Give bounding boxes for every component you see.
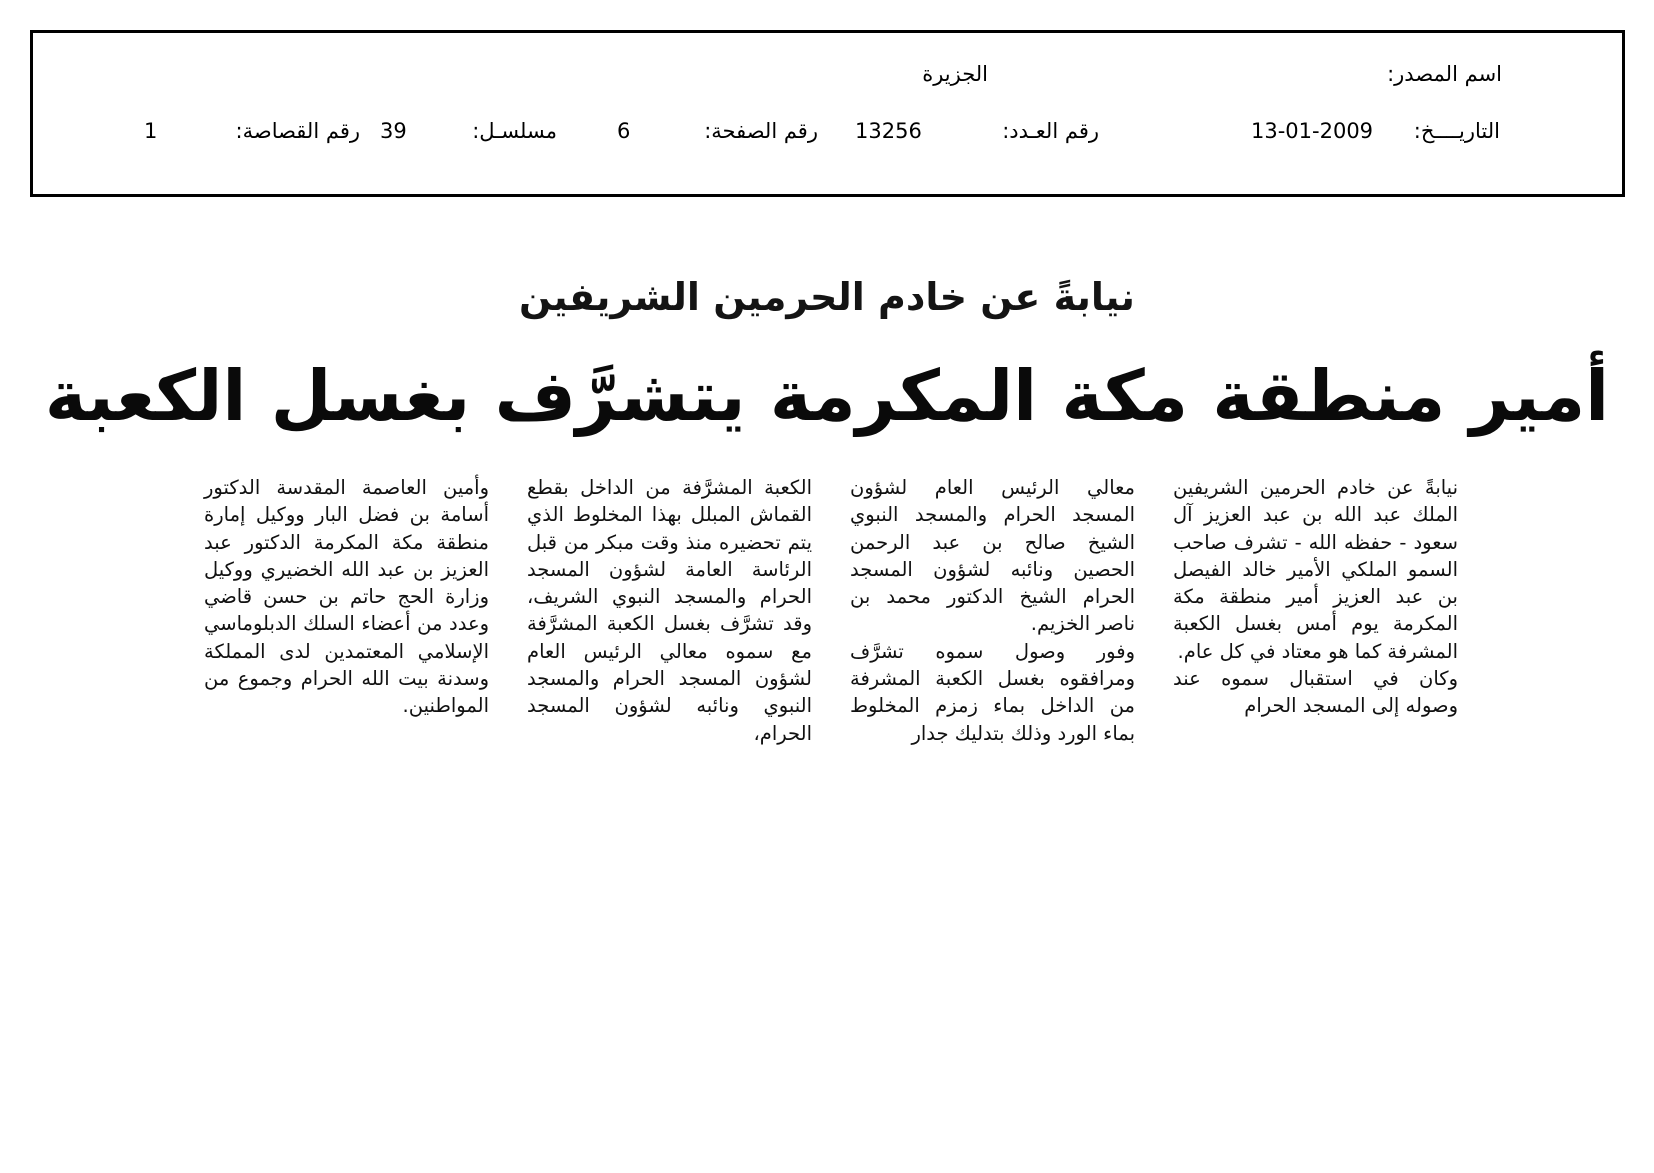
article-kicker: نيابةً عن خادم الحرمين الشريفين — [519, 275, 1135, 319]
clipping-number-value: 1 — [144, 119, 158, 143]
serial-label: مسلسـل: — [472, 119, 557, 143]
source-label: اسم المصدر: — [1387, 62, 1502, 86]
article-headline: أمير منطقة مكة المكرمة يتشرَّف بغسل الكعبة — [44, 355, 1610, 437]
date-label: التاريــــخ: — [1413, 119, 1500, 143]
article-column-4 — [204, 474, 489, 720]
date-value: 13-01-2009 — [1251, 119, 1374, 143]
source-value: الجزيرة — [922, 62, 988, 86]
article-column-3 — [527, 474, 812, 747]
article-paragraph: وأمين العاصمة المقدسة الدكتور أسامة بن فضل البار ووكيل إمارة منطقة مكة المكرمة الدكتور عبد العزيز بن عبد الله الخضيري ووكيل وزارة الحج حاتم بن حسن قاضي وعدد من أعضاء السلك الدبلوماسي الإسلامي المعتمدين لدى المملكة وسدنة بيت الله الحرام وجموع من المواطنين. — [204, 476, 489, 718]
article-paragraph: وفور وصول سموه تشرَّف ومرافقوه بغسل الكعبة المشرفة من الداخل بماء زمزم المخلوط بماء الورد وذلك بتدليك جدار — [850, 639, 1135, 745]
article-paragraph: معالي الرئيس العام لشؤون المسجد الحرام والمسجد النبوي الشيخ صالح بن عبد الرحمن الحصين ونائبه لشؤون المسجد الحرام الشيخ الدكتور محمد بن ناصر الخزيم. — [850, 476, 1135, 636]
article-paragraph: الكعبة المشرَّفة من الداخل بقطع القماش المبلل بهذا المخلوط الذي يتم تحضيره منذ وقت مبكر من قبل الرئاسة العامة لشؤون المسجد الحرام والمسجد النبوي الشريف، وقد تشرَّف بغسل الكعبة المشرَّفة مع سموه معالي الرئيس العام لشؤون المسجد الحرام والمسجد النبوي ونائبه لشؤون المسجد الحرام، — [527, 476, 812, 745]
page-label: رقم الصفحة: — [704, 119, 818, 143]
clipping-info-box — [30, 30, 1625, 197]
article-column-2 — [850, 474, 1135, 747]
clipping-number-label: رقم القصاصة: — [235, 119, 360, 143]
issue-value: 13256 — [855, 119, 922, 143]
serial-value: 39 — [380, 119, 407, 143]
article-paragraph: وكان في استقبال سموه عند وصوله إلى المسجد الحرام — [1173, 667, 1458, 718]
article-column-1 — [1173, 474, 1458, 720]
page-value: 6 — [617, 119, 631, 143]
issue-label: رقم العـدد: — [1002, 119, 1099, 143]
article-paragraph: نيابةً عن خادم الحرمين الشريفين الملك عبد الله بن عبد العزيز آل سعود - حفظه الله - تشرف صاحب السمو الملكي الأمير خالد الفيصل بن عبد العزيز أمير منطقة مكة المكرمة يوم أمس بغسل الكعبة المشرفة كما هو معتاد في كل عام. — [1173, 476, 1458, 663]
